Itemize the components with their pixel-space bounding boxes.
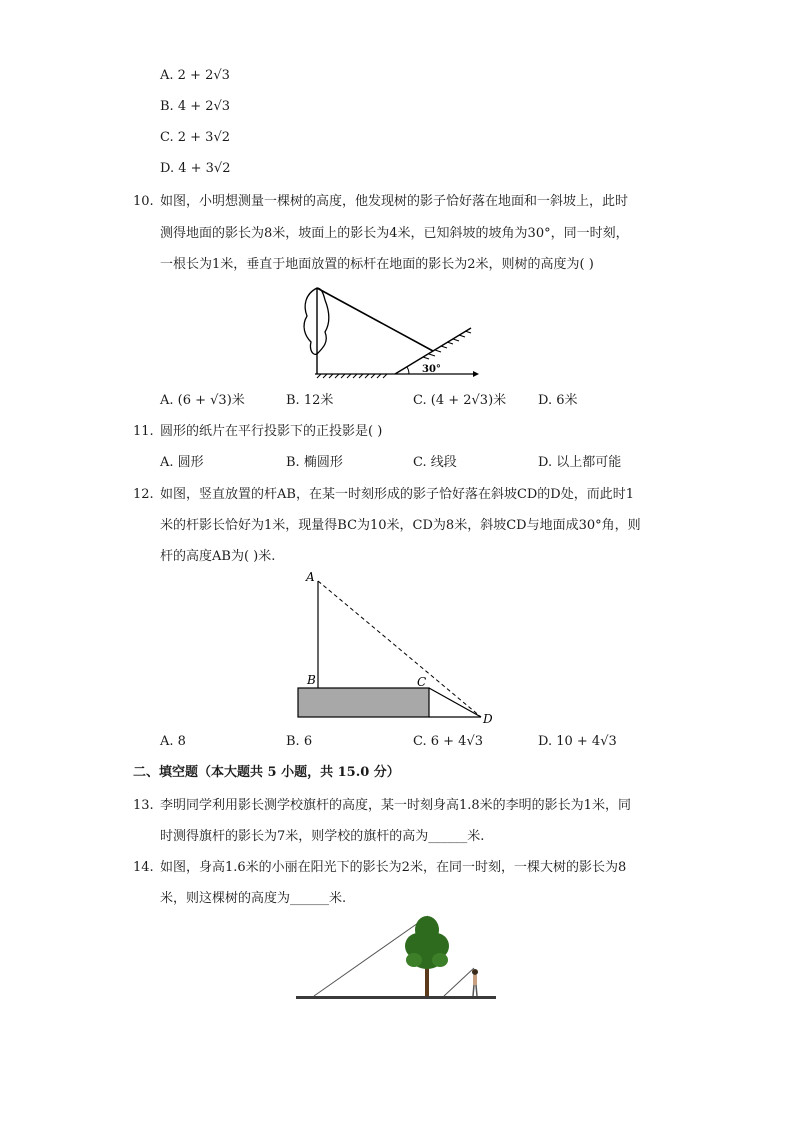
q11-option-c: C. 线段 bbox=[413, 455, 457, 470]
q10-angle-label: 30° bbox=[422, 364, 441, 375]
q12-option-b: B. 6 bbox=[286, 734, 313, 749]
ground-block bbox=[298, 688, 429, 717]
q12-text-line-1: 如图，竖直放置的杆AB，在某一时刻形成的影子恰好落在斜坡CD的D处，而此时1 bbox=[160, 487, 635, 502]
q10-option-c: C. (4 + 2√3)米 bbox=[413, 393, 507, 408]
q10-text-line-3: 一根长为1米，垂直于地面放置的标杆在地面的影长为2米，则树的高度为( ) bbox=[160, 257, 594, 272]
q12-text-line-3: 杆的高度AB为( )米. bbox=[160, 549, 276, 564]
point-c-label: C bbox=[417, 675, 427, 689]
q9-option-b: B. 4 + 2√3 bbox=[160, 99, 231, 114]
point-d-label: D bbox=[483, 712, 493, 726]
q14-text-line-2: 米，则这棵树的高度为______米. bbox=[160, 891, 347, 906]
q9-option-d: D. 4 + 3√2 bbox=[160, 161, 231, 176]
q12-pole-figure bbox=[295, 568, 505, 728]
q13-number: 13. bbox=[133, 798, 154, 813]
q14-number: 14. bbox=[133, 860, 154, 875]
tree-icon bbox=[405, 916, 449, 969]
q10-text-line-1: 如图，小明想测量一棵树的高度，他发现树的影子恰好落在地面和一斜坡上，此时 bbox=[160, 194, 629, 209]
q14-tree-figure bbox=[294, 910, 498, 1004]
q10-number: 10. bbox=[133, 194, 154, 209]
section-2-title: 二、填空题（本大题共 5 小题，共 15.0 分） bbox=[133, 765, 400, 780]
q13-text-line-1: 李明同学利用影长测学校旗杆的高度，某一时刻身高1.8米的李明的影长为1米，同 bbox=[160, 798, 631, 813]
q12-number: 12. bbox=[133, 487, 154, 502]
person-icon bbox=[472, 969, 478, 996]
q10-option-d: D. 6米 bbox=[538, 393, 578, 408]
q13-text-line-2: 时测得旗杆的影长为7米，则学校的旗杆的高为______米. bbox=[160, 829, 485, 844]
q10-text-line-2: 测得地面的影长为8米，坡面上的影长为4米，已知斜坡的坡角为30°，同一时刻， bbox=[160, 226, 629, 241]
q12-option-a: A. 8 bbox=[160, 734, 186, 749]
q11-text-line-1: 圆形的纸片在平行投影下的正投影是( ) bbox=[160, 424, 383, 439]
q10-tree-figure bbox=[295, 282, 485, 380]
q11-number: 11. bbox=[133, 424, 154, 439]
q12-option-d: D. 10 + 4√3 bbox=[538, 734, 617, 749]
q11-option-b: B. 椭圆形 bbox=[286, 455, 343, 470]
q14-text-line-1: 如图，身高1.6米的小丽在阳光下的影长为2米，在同一时刻，一棵大树的影长为8 bbox=[160, 860, 627, 875]
q10-option-a: A. (6 + √3)米 bbox=[160, 393, 245, 408]
q12-text-line-2: 米的杆影长恰好为1米，现量得BC为10米，CD为8米，斜坡CD与地面成30°角，则 bbox=[160, 518, 641, 533]
q11-option-d: D. 以上都可能 bbox=[538, 455, 622, 470]
q12-option-c: C. 6 + 4√3 bbox=[413, 734, 484, 749]
point-a-label: A bbox=[306, 570, 315, 584]
q9-option-c: C. 2 + 3√2 bbox=[160, 130, 231, 145]
q11-option-a: A. 圆形 bbox=[160, 455, 204, 470]
point-b-label: B bbox=[307, 673, 316, 687]
q10-option-b: B. 12米 bbox=[286, 393, 334, 408]
q9-option-a: A. 2 + 2√3 bbox=[160, 68, 230, 83]
